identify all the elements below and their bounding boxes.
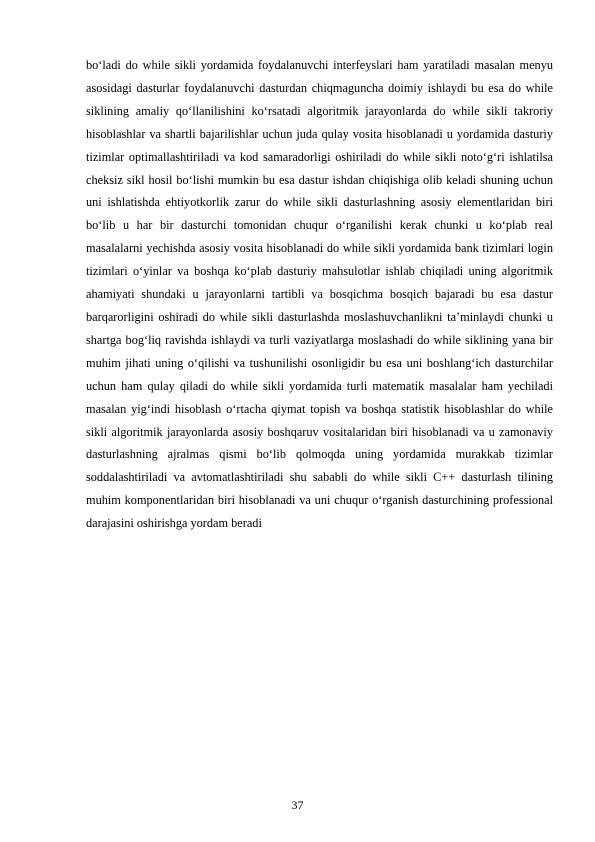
page-number: 37 [291, 798, 304, 812]
body-paragraph: bo‘ladi do while sikli yordamida foydalanuvchi interfeyslari ham yaratiladi masalan menyu asosidagi dasturlar foydalanuvchi dasturdan chiqmaguncha doimiy ishlaydi bu esa do while siklining amaliy qo‘llanilishini ko‘rsatadi algoritmik jarayonlarda do while sikli takroriy hisoblashlar va shartli bajarilishlar uchun juda qulay vosita hisoblanadi u yordamida dasturiy tizimlar optimallashtiriladi va kod samaradorligi oshiriladi do while sikli noto‘g‘ri ishlatilsa cheksiz sikl hosil bo‘lishi mumkin bu esa dastur ishdan chiqishiga olib keladi shuning uchun uni ishlatishda ehtiyotkorlik zarur do while sikli dasturlashning asosiy elementlaridan biri bo‘lib u har bir dasturchi tomonidan chuqur o‘rganilishi kerak chunki u ko‘plab real masalalarni yechishda asosiy vosita hisoblanadi do while sikli yordamida bank tizimlari login tizimlari o‘yinlar va boshqa ko‘plab dasturiy mahsulotlar ishlab chiqiladi uning algoritmik ahamiyati shundaki u jarayonlarni tartibli va bosqichma bosqich bajaradi bu esa dastur barqarorligini oshiradi do while sikli dasturlashda moslashuvchanlikni ta’minlaydi chunki u shartga bog‘liq ravishda ishlaydi va turli vaziyatlarga moslashadi do while siklining yana bir muhim jihati uning o‘qilishi va tushunilishi osonligidir bu esa uni boshlang‘ich dasturchilar uchun ham qulay qiladi do while sikli yordamida turli matematik masalalar ham yechiladi masalan yig‘indi hisoblash o‘rtacha qiymat topish va boshqa statistik hisoblashlar do while sikli algoritmik jarayonlarda asosiy boshqaruv vositalaridan biri hisoblanadi va u zamonaviy dasturlashning ajralmas qismi bo‘lib qolmoqda uning yordamida murakkab tizimlar soddalashtiriladi va avtomatlashtiriladi shu sababli do while sikli C++ dasturlash tilining muhim komponentlaridan biri hisoblanadi va uni chuqur o‘rganish dasturchining professional darajasini oshirishga yordam beradi [86, 58, 553, 531]
